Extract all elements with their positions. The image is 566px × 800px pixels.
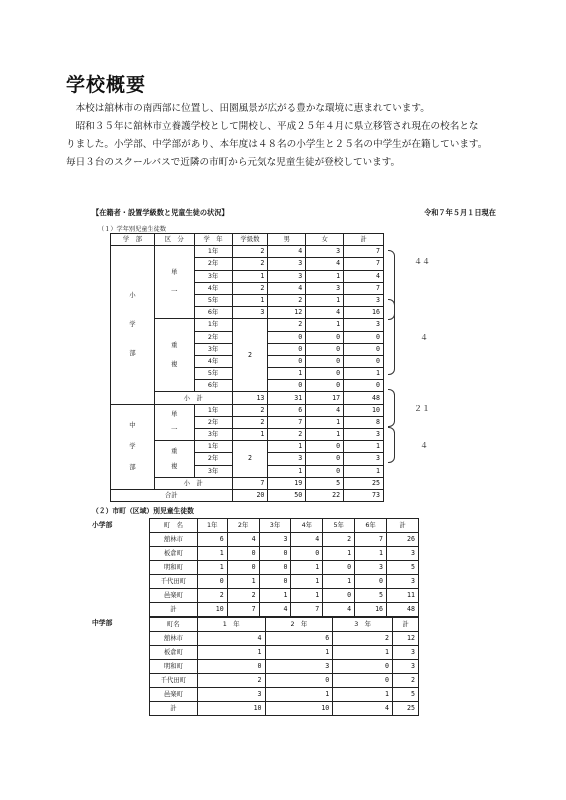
table-cell: 0 xyxy=(306,441,344,453)
table-cell: 5 xyxy=(387,561,419,575)
table-cell: 11 xyxy=(387,589,419,603)
table-cell: 0 xyxy=(344,380,384,392)
grade-cell: 2年 xyxy=(194,258,232,270)
grade-cell: 3年 xyxy=(194,465,232,477)
table-row xyxy=(150,547,419,561)
table-cell: 10 xyxy=(197,603,227,617)
table-cell: 19 xyxy=(268,477,306,489)
table-cell: 4 xyxy=(259,603,291,617)
table-cell: 7 xyxy=(344,282,384,294)
vertical-label-char: 部 xyxy=(129,463,136,472)
intro-line-3: りました。小学部、中学部があり、本年度は４８名の小学生と２５名の中学生が在籍しています。 xyxy=(66,139,488,150)
table-cell: 0 xyxy=(344,331,384,343)
table-cell: 31 xyxy=(268,392,306,404)
table-cell: 3 xyxy=(268,270,306,282)
table-cell: 48 xyxy=(387,603,419,617)
table-cell: 7 xyxy=(344,246,384,258)
table-cell: 1 xyxy=(333,646,393,660)
table-cell: 0 xyxy=(344,355,384,367)
vertical-label-char: 部 xyxy=(129,349,136,358)
table-cell: 0 xyxy=(355,575,387,589)
table-cell: 4 xyxy=(306,307,344,319)
town-name-cell: 板倉町 xyxy=(150,547,198,561)
table-cell: 0 xyxy=(306,465,344,477)
jhs-region-table xyxy=(149,617,419,716)
town-name-cell: 板倉町 xyxy=(150,646,198,660)
table-cell: 1 xyxy=(323,575,355,589)
table-cell: 3 xyxy=(344,294,384,306)
table-cell: 3 xyxy=(393,646,419,660)
table-cell: 3 xyxy=(355,561,387,575)
jhs-multiple-bracket xyxy=(388,427,395,463)
elem-single-total: ４４ xyxy=(414,257,430,266)
vertical-label-char: 学 xyxy=(129,320,136,329)
table-cell: 1 xyxy=(232,294,268,306)
table-cell: 2 xyxy=(268,319,306,331)
table-cell: 12 xyxy=(393,632,419,646)
table-cell: 2 xyxy=(333,632,393,646)
town-name-cell: 計 xyxy=(150,603,198,617)
vertical-label-char: 重 xyxy=(171,446,178,455)
table-cell: 1 xyxy=(333,688,393,702)
total-row xyxy=(111,489,384,501)
table-cell: 4 xyxy=(323,603,355,617)
town-name-cell: 千代田町 xyxy=(150,674,198,688)
column-header: 男 xyxy=(268,234,306,246)
grade-cell: 1年 xyxy=(194,246,232,258)
table-cell: 4 xyxy=(306,404,344,416)
table-cell: 1 xyxy=(306,319,344,331)
table-cell: 16 xyxy=(355,603,387,617)
grade-cell: 1年 xyxy=(194,404,232,416)
table-cell: 1 xyxy=(268,368,306,380)
table-cell: 0 xyxy=(197,660,265,674)
table-cell: 1 xyxy=(306,416,344,428)
table-cell: 0 xyxy=(333,660,393,674)
table-cell: 0 xyxy=(306,368,344,380)
table-cell: 25 xyxy=(393,702,419,716)
as-of-date: 令和７年５月１日現在 xyxy=(424,208,496,217)
table-cell: 4 xyxy=(333,702,393,716)
column-header: 計 xyxy=(344,234,384,246)
intro-line-1: 本校は舘林市の南西部に位置し、田園風景が広がる豊かな環境に恵まれています。 xyxy=(66,103,430,114)
enrollment-heading: 【在籍者・設置学級数と児童生徒の状況】 xyxy=(92,208,229,217)
table-cell: 3 xyxy=(232,307,268,319)
jhs-dept-label xyxy=(111,404,155,489)
table-cell: 0 xyxy=(268,355,306,367)
table-cell: 2 xyxy=(232,404,268,416)
header-row xyxy=(150,618,419,632)
column-header: 3 年 xyxy=(333,618,393,632)
table-cell: 4 xyxy=(306,258,344,270)
table-cell: 1 xyxy=(265,646,333,660)
table-cell: 1 xyxy=(323,547,355,561)
table-cell: 3 xyxy=(387,575,419,589)
table-cell: 6 xyxy=(265,632,333,646)
table-cell: 3 xyxy=(265,660,333,674)
table-cell: 17 xyxy=(306,392,344,404)
table-cell: 3 xyxy=(268,258,306,270)
table-cell: 0 xyxy=(306,355,344,367)
table-cell: 1 xyxy=(268,465,306,477)
grade-cell: 6年 xyxy=(194,380,232,392)
table-cell: 4 xyxy=(291,533,323,547)
table-cell: 0 xyxy=(227,547,259,561)
table-cell: 7 xyxy=(355,533,387,547)
vertical-label-char: 複 xyxy=(171,461,178,470)
table-cell: 0 xyxy=(306,343,344,355)
table-cell: 48 xyxy=(344,392,384,404)
table-cell: 0 xyxy=(268,380,306,392)
table-cell: 0 xyxy=(306,453,344,465)
table-cell: 5 xyxy=(355,589,387,603)
table-cell: 7 xyxy=(232,477,268,489)
table-cell: 1 xyxy=(197,547,227,561)
column-header: 4年 xyxy=(291,519,323,533)
table-cell: 1 xyxy=(291,561,323,575)
table-row xyxy=(150,674,419,688)
table-cell: 50 xyxy=(268,489,306,501)
jhs-single-bracket xyxy=(388,389,395,427)
town-name-cell: 邑楽町 xyxy=(150,688,198,702)
column-header: 学 年 xyxy=(194,234,232,246)
table-cell: 0 xyxy=(333,674,393,688)
table-row xyxy=(111,404,384,416)
table-cell: 13 xyxy=(232,392,268,404)
table-cell: 2 xyxy=(268,294,306,306)
table-row xyxy=(150,646,419,660)
column-header: 1 年 xyxy=(197,618,265,632)
table-cell: 1 xyxy=(232,429,268,441)
table-cell: 0 xyxy=(259,561,291,575)
table-cell: 1 xyxy=(197,561,227,575)
table-cell: 1 xyxy=(197,646,265,660)
table-cell: 3 xyxy=(306,246,344,258)
town-name-cell: 舘林市 xyxy=(150,533,198,547)
town-name-cell: 千代田町 xyxy=(150,575,198,589)
table-row xyxy=(150,561,419,575)
table-cell: 2 xyxy=(232,282,268,294)
table-cell: 0 xyxy=(323,589,355,603)
table-cell: 12 xyxy=(268,307,306,319)
table-cell: 6 xyxy=(268,404,306,416)
grade-cell: 2年 xyxy=(194,416,232,428)
table-cell: 2 xyxy=(323,533,355,547)
table-cell: 1 xyxy=(306,270,344,282)
column-header: 町名 xyxy=(150,618,198,632)
table-cell: 10 xyxy=(344,404,384,416)
region-table-title: （２）市町（区域）別児童生徒数 xyxy=(92,507,194,515)
column-header: 3年 xyxy=(259,519,291,533)
column-header: 6年 xyxy=(355,519,387,533)
table-cell: 2 xyxy=(232,246,268,258)
table-cell: 4 xyxy=(227,533,259,547)
table-cell: 0 xyxy=(306,380,344,392)
table-cell: 6 xyxy=(197,533,227,547)
jhs-region-label: 中学部 xyxy=(92,619,113,627)
table-row xyxy=(150,589,419,603)
table-cell: 5 xyxy=(393,688,419,702)
table-cell: 26 xyxy=(387,533,419,547)
table-cell: 2 xyxy=(232,258,268,270)
total-label: 合計 xyxy=(111,489,233,501)
table-cell: 2 xyxy=(197,674,265,688)
column-header: 町 名 xyxy=(150,519,198,533)
table-cell: 1 xyxy=(344,368,384,380)
multiple-class-label xyxy=(154,319,194,392)
town-name-cell: 計 xyxy=(150,702,198,716)
column-header: 2 年 xyxy=(265,618,333,632)
column-header: 2年 xyxy=(227,519,259,533)
single-class-label xyxy=(154,246,194,319)
town-name-cell: 明和町 xyxy=(150,561,198,575)
table-row xyxy=(150,575,419,589)
jhs-multiple-total: ４ xyxy=(420,441,428,450)
table-cell: 4 xyxy=(268,246,306,258)
table-cell: 3 xyxy=(197,688,265,702)
table-cell: 3 xyxy=(344,429,384,441)
table-cell: 1 xyxy=(344,465,384,477)
intro-line-4: 毎日３台のスクールバスで近隣の市町から元気な児童生徒が登校しています。 xyxy=(66,157,401,168)
table-cell: 1 xyxy=(259,589,291,603)
grade-cell: 2年 xyxy=(194,331,232,343)
table-cell: 16 xyxy=(344,307,384,319)
town-name-cell: 明和町 xyxy=(150,660,198,674)
table-cell: 1 xyxy=(306,294,344,306)
table-cell: 8 xyxy=(344,416,384,428)
table-cell: 7 xyxy=(291,603,323,617)
grade-cell: 4年 xyxy=(194,355,232,367)
table-cell: 7 xyxy=(227,603,259,617)
elem-dept-label xyxy=(111,246,155,404)
table-cell: 0 xyxy=(268,331,306,343)
grade-cell: 3年 xyxy=(194,270,232,282)
table-cell: 0 xyxy=(323,561,355,575)
table-cell: 3 xyxy=(393,660,419,674)
table-cell: 3 xyxy=(344,319,384,331)
town-name-cell: 邑楽町 xyxy=(150,589,198,603)
table-cell: 10 xyxy=(265,702,333,716)
table-cell: 7 xyxy=(268,416,306,428)
column-header: 計 xyxy=(393,618,419,632)
town-name-cell: 舘林市 xyxy=(150,632,198,646)
grade-cell: 1年 xyxy=(194,441,232,453)
column-header: 学級数 xyxy=(232,234,268,246)
table-cell: 3 xyxy=(344,453,384,465)
single-class-label xyxy=(154,404,194,441)
intro-line-2: 昭和３５年に舘林市立養護学校として開校し、平成２５年４月に県立移管され現在の校名とな xyxy=(66,121,479,132)
table-row xyxy=(150,688,419,702)
vertical-label-char: 重 xyxy=(171,341,178,350)
table-cell: 4 xyxy=(197,632,265,646)
column-header: 学 部 xyxy=(111,234,155,246)
table-cell: 0 xyxy=(197,575,227,589)
column-header: 計 xyxy=(387,519,419,533)
table-cell: 1 xyxy=(344,441,384,453)
table-cell: 1 xyxy=(232,270,268,282)
table-cell: 0 xyxy=(306,331,344,343)
column-header: 1年 xyxy=(197,519,227,533)
table-cell: 3 xyxy=(387,547,419,561)
grade-cell: 5年 xyxy=(194,368,232,380)
table-cell: 73 xyxy=(344,489,384,501)
table-cell: 22 xyxy=(306,489,344,501)
table-cell: 4 xyxy=(344,270,384,282)
table-cell: 2 xyxy=(232,416,268,428)
vertical-label-char: 中 xyxy=(129,421,136,430)
table-cell: 25 xyxy=(344,477,384,489)
elem-region-label: 小学部 xyxy=(92,521,113,529)
table-cell: 20 xyxy=(232,489,268,501)
grade-table-title: （１）学年別児童生徒数 xyxy=(98,226,167,233)
column-header: 女 xyxy=(306,234,344,246)
table-cell: 1 xyxy=(291,575,323,589)
grade-cell: 4年 xyxy=(194,282,232,294)
elem-region-table xyxy=(149,518,419,617)
table-cell: 2 xyxy=(197,589,227,603)
table-cell: 1 xyxy=(227,575,259,589)
table-cell: 0 xyxy=(344,343,384,355)
table-cell: 10 xyxy=(197,702,265,716)
grade-cell: 5年 xyxy=(194,294,232,306)
column-header: 5年 xyxy=(323,519,355,533)
table-cell: 2 xyxy=(232,319,268,392)
grade-cell: 2年 xyxy=(194,453,232,465)
table-cell: 3 xyxy=(268,453,306,465)
table-cell: 0 xyxy=(265,674,333,688)
table-cell: 4 xyxy=(268,282,306,294)
table-cell: 2 xyxy=(393,674,419,688)
table-cell: 2 xyxy=(227,589,259,603)
table-cell: 3 xyxy=(306,282,344,294)
table-cell: 3 xyxy=(259,533,291,547)
table-cell: 2 xyxy=(232,441,268,478)
table-cell: 1 xyxy=(306,429,344,441)
table-cell: 1 xyxy=(265,688,333,702)
table-cell: 0 xyxy=(259,575,291,589)
vertical-label-char: 小 xyxy=(129,291,136,300)
page-title: 学校概要 xyxy=(66,74,147,96)
elem-multiple-bracket xyxy=(388,299,395,375)
table-cell: 1 xyxy=(291,589,323,603)
table-cell: 0 xyxy=(291,547,323,561)
multiple-class-label xyxy=(154,441,194,478)
grade-enrollment-table xyxy=(110,233,384,502)
table-cell: 0 xyxy=(227,561,259,575)
subtotal-label: 小 計 xyxy=(154,392,232,404)
vertical-label-char: 複 xyxy=(171,360,178,369)
table-row xyxy=(111,246,384,258)
grade-cell: 1年 xyxy=(194,319,232,331)
table-cell: 0 xyxy=(259,547,291,561)
header-row xyxy=(150,519,419,533)
table-row xyxy=(150,533,419,547)
vertical-label-char: 単 xyxy=(171,268,178,277)
subtotal-label: 小 計 xyxy=(154,477,232,489)
table-cell: 0 xyxy=(268,343,306,355)
vertical-label-char: 単 xyxy=(171,410,178,419)
grade-cell: 3年 xyxy=(194,343,232,355)
table-row xyxy=(150,660,419,674)
grade-cell: 6年 xyxy=(194,307,232,319)
vertical-label-char: 学 xyxy=(129,442,136,451)
table-row xyxy=(150,603,419,617)
table-cell: 1 xyxy=(355,547,387,561)
column-header: 区 分 xyxy=(154,234,194,246)
jhs-single-total: ２１ xyxy=(414,404,430,413)
table-cell: 5 xyxy=(306,477,344,489)
table-cell: 1 xyxy=(268,441,306,453)
vertical-label-char: 一 xyxy=(171,425,178,434)
header-row xyxy=(111,234,384,246)
table-row xyxy=(150,632,419,646)
table-row xyxy=(150,702,419,716)
vertical-label-char: 一 xyxy=(171,287,178,296)
table-cell: 2 xyxy=(268,429,306,441)
table-cell: 7 xyxy=(344,258,384,270)
elem-multiple-total: ４ xyxy=(420,333,428,342)
grade-cell: 3年 xyxy=(194,429,232,441)
